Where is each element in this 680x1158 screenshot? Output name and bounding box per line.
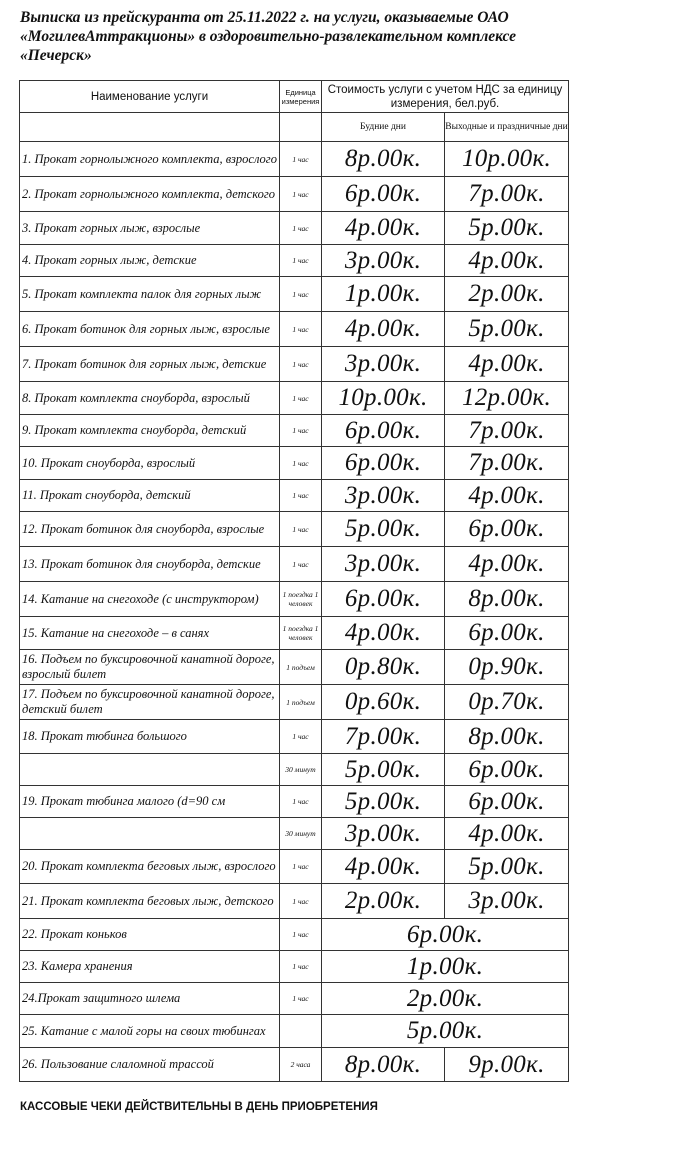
table-row <box>20 617 569 650</box>
price-weekday: 4р.00к. <box>322 212 445 245</box>
service-name: 6. Прокат ботинок для горных лыж, взрослые <box>20 312 280 347</box>
price-weekend: 4р.00к. <box>445 818 569 850</box>
header-name-empty <box>20 113 280 142</box>
table-row <box>20 480 569 512</box>
price-weekday: 2р.00к. <box>322 884 445 919</box>
header-unit: Единица измерения <box>280 81 322 113</box>
table-row <box>20 685 569 720</box>
service-unit: 1 час <box>280 884 322 919</box>
service-unit: 1 час <box>280 177 322 212</box>
service-name: 10. Прокат сноуборда, взрослый <box>20 447 280 480</box>
table-row <box>20 245 569 277</box>
price-weekday: 3р.00к. <box>322 347 445 382</box>
price-weekend: 6р.00к. <box>445 512 569 547</box>
service-name: 4. Прокат горных лыж, детские <box>20 245 280 277</box>
service-name: 13. Прокат ботинок для сноуборда, детские <box>20 547 280 582</box>
price-weekday: 3р.00к. <box>322 818 445 850</box>
service-unit: 1 поездка 1 человек <box>280 617 322 650</box>
price-weekend: 4р.00к. <box>445 547 569 582</box>
service-unit: 1 час <box>280 850 322 884</box>
table-header-row <box>20 81 569 113</box>
service-name: 24.Прокат защитного шлема <box>20 983 280 1015</box>
price-weekend: 8р.00к. <box>445 720 569 754</box>
service-unit: 1 час <box>280 951 322 983</box>
service-name: 8. Прокат комплекта сноуборда, взрослый <box>20 382 280 415</box>
service-name: 7. Прокат ботинок для горных лыж, детские <box>20 347 280 382</box>
price-weekend: 4р.00к. <box>445 347 569 382</box>
price-weekend: 10р.00к. <box>445 142 569 177</box>
price-weekday: 6р.00к. <box>322 582 445 617</box>
service-name: 15. Катание на снегоходе – в санях <box>20 617 280 650</box>
table-row <box>20 786 569 818</box>
service-unit: 1 час <box>280 142 322 177</box>
price-weekend: 12р.00к. <box>445 382 569 415</box>
price-weekend: 0р.90к. <box>445 650 569 685</box>
service-name: 9. Прокат комплекта сноуборда, детский <box>20 415 280 447</box>
service-unit: 1 час <box>280 447 322 480</box>
header-cost: Стоимость услуги с учетом НДС за единицу измерения, бел.руб. <box>322 81 569 113</box>
table-row <box>20 512 569 547</box>
table-row <box>20 983 569 1015</box>
header-unit-empty <box>280 113 322 142</box>
service-unit: 1 час <box>280 312 322 347</box>
price-weekend: 3р.00к. <box>445 884 569 919</box>
service-name: 1. Прокат горнолыжного комплекта, взрослого <box>20 142 280 177</box>
price-weekday: 4р.00к. <box>322 617 445 650</box>
service-name: 3. Прокат горных лыж, взрослые <box>20 212 280 245</box>
table-row <box>20 447 569 480</box>
price-weekday: 0р.60к. <box>322 685 445 720</box>
price-weekday: 3р.00к. <box>322 547 445 582</box>
service-unit: 1 час <box>280 415 322 447</box>
price-weekday: 7р.00к. <box>322 720 445 754</box>
service-unit: 1 час <box>280 480 322 512</box>
price-weekend: 0р.70к. <box>445 685 569 720</box>
service-unit: 1 час <box>280 277 322 312</box>
service-unit: 1 час <box>280 720 322 754</box>
service-unit: 1 час <box>280 212 322 245</box>
table-row <box>20 1015 569 1048</box>
price-weekday: 6р.00к. <box>322 447 445 480</box>
service-name: 26. Пользование слаломной трассой <box>20 1048 280 1082</box>
price-weekday: 3р.00к. <box>322 480 445 512</box>
table-row <box>20 177 569 212</box>
table-body <box>20 142 569 1082</box>
service-unit: 1 подъем <box>280 685 322 720</box>
table-row <box>20 919 569 951</box>
table-row <box>20 754 569 786</box>
price-weekend: 6р.00к. <box>445 754 569 786</box>
price-single: 6р.00к. <box>322 919 569 951</box>
price-weekend: 7р.00к. <box>445 415 569 447</box>
header-name: Наименование услуги <box>20 81 280 113</box>
price-weekend: 6р.00к. <box>445 617 569 650</box>
service-name: 23. Камера хранения <box>20 951 280 983</box>
table-row <box>20 382 569 415</box>
table-row <box>20 1048 569 1082</box>
table-row <box>20 720 569 754</box>
table-row <box>20 582 569 617</box>
price-weekday: 4р.00к. <box>322 312 445 347</box>
price-single: 5р.00к. <box>322 1015 569 1048</box>
service-unit: 1 поездка 1 человек <box>280 582 322 617</box>
header-weekend: Выходные и праздничные дни <box>445 113 569 142</box>
price-weekend: 2р.00к. <box>445 277 569 312</box>
service-name: 11. Прокат сноуборда, детский <box>20 480 280 512</box>
footer-note: КАССОВЫЕ ЧЕКИ ДЕЙСТВИТЕЛЬНЫ В ДЕНЬ ПРИОБРЕТЕНИЯ <box>20 1101 378 1113</box>
service-name: 18. Прокат тюбинга большого <box>20 720 280 754</box>
service-name: 20. Прокат комплекта беговых лыж, взрослого <box>20 850 280 884</box>
service-unit: 30 минут <box>280 754 322 786</box>
price-table <box>19 80 569 1082</box>
service-name: 17. Подъем по буксировочной канатной дороге, детский билет <box>20 685 280 720</box>
price-weekend: 7р.00к. <box>445 447 569 480</box>
price-weekday: 0р.80к. <box>322 650 445 685</box>
table-row <box>20 850 569 884</box>
service-unit <box>280 1015 322 1048</box>
price-weekday: 4р.00к. <box>322 850 445 884</box>
service-name <box>20 818 280 850</box>
service-name <box>20 754 280 786</box>
service-name: 21. Прокат комплекта беговых лыж, детского <box>20 884 280 919</box>
price-weekend: 4р.00к. <box>445 245 569 277</box>
price-weekday: 5р.00к. <box>322 512 445 547</box>
service-name: 14. Катание на снегоходе (с инструктором) <box>20 582 280 617</box>
price-weekday: 8р.00к. <box>322 142 445 177</box>
price-weekday: 5р.00к. <box>322 786 445 818</box>
price-weekday: 10р.00к. <box>322 382 445 415</box>
service-unit: 1 час <box>280 983 322 1015</box>
service-unit: 1 час <box>280 512 322 547</box>
service-unit: 1 час <box>280 382 322 415</box>
table-row <box>20 212 569 245</box>
service-unit: 1 час <box>280 245 322 277</box>
table-row <box>20 277 569 312</box>
table-row <box>20 650 569 685</box>
table-row <box>20 818 569 850</box>
service-name: 5. Прокат комплекта палок для горных лыж <box>20 277 280 312</box>
service-unit: 30 минут <box>280 818 322 850</box>
service-unit: 2 часа <box>280 1048 322 1082</box>
price-weekend: 9р.00к. <box>445 1048 569 1082</box>
table-row <box>20 884 569 919</box>
price-weekday: 5р.00к. <box>322 754 445 786</box>
service-unit: 1 час <box>280 547 322 582</box>
price-weekday: 6р.00к. <box>322 415 445 447</box>
price-weekday: 3р.00к. <box>322 245 445 277</box>
service-name: 22. Прокат коньков <box>20 919 280 951</box>
price-weekday: 1р.00к. <box>322 277 445 312</box>
service-name: 25. Катание с малой горы на своих тюбингах <box>20 1015 280 1048</box>
price-weekend: 5р.00к. <box>445 212 569 245</box>
header-weekday: Будние дни <box>322 113 445 142</box>
table-row <box>20 312 569 347</box>
service-unit: 1 час <box>280 347 322 382</box>
table-row <box>20 142 569 177</box>
service-name: 19. Прокат тюбинга малого (d=90 см <box>20 786 280 818</box>
table-row <box>20 951 569 983</box>
service-unit: 1 час <box>280 786 322 818</box>
document-title: Выписка из прейскуранта от 25.11.2022 г. на услуги, оказываемые ОАО «МогилевАттракционы» в оздоровительно-развлекательном комплексе «Печерск» <box>20 9 517 64</box>
price-weekday: 6р.00к. <box>322 177 445 212</box>
price-weekend: 5р.00к. <box>445 312 569 347</box>
table-row <box>20 547 569 582</box>
price-single: 1р.00к. <box>322 951 569 983</box>
table-row <box>20 347 569 382</box>
table-row <box>20 415 569 447</box>
price-weekday: 8р.00к. <box>322 1048 445 1082</box>
price-weekend: 4р.00к. <box>445 480 569 512</box>
price-weekend: 7р.00к. <box>445 177 569 212</box>
service-name: 16. Подъем по буксировочной канатной дороге, взрослый билет <box>20 650 280 685</box>
table-subheader-row <box>20 113 569 142</box>
service-name: 12. Прокат ботинок для сноуборда, взрослые <box>20 512 280 547</box>
service-unit: 1 подъем <box>280 650 322 685</box>
price-weekend: 5р.00к. <box>445 850 569 884</box>
price-single: 2р.00к. <box>322 983 569 1015</box>
service-name: 2. Прокат горнолыжного комплекта, детского <box>20 177 280 212</box>
price-weekend: 8р.00к. <box>445 582 569 617</box>
service-unit: 1 час <box>280 919 322 951</box>
price-weekend: 6р.00к. <box>445 786 569 818</box>
